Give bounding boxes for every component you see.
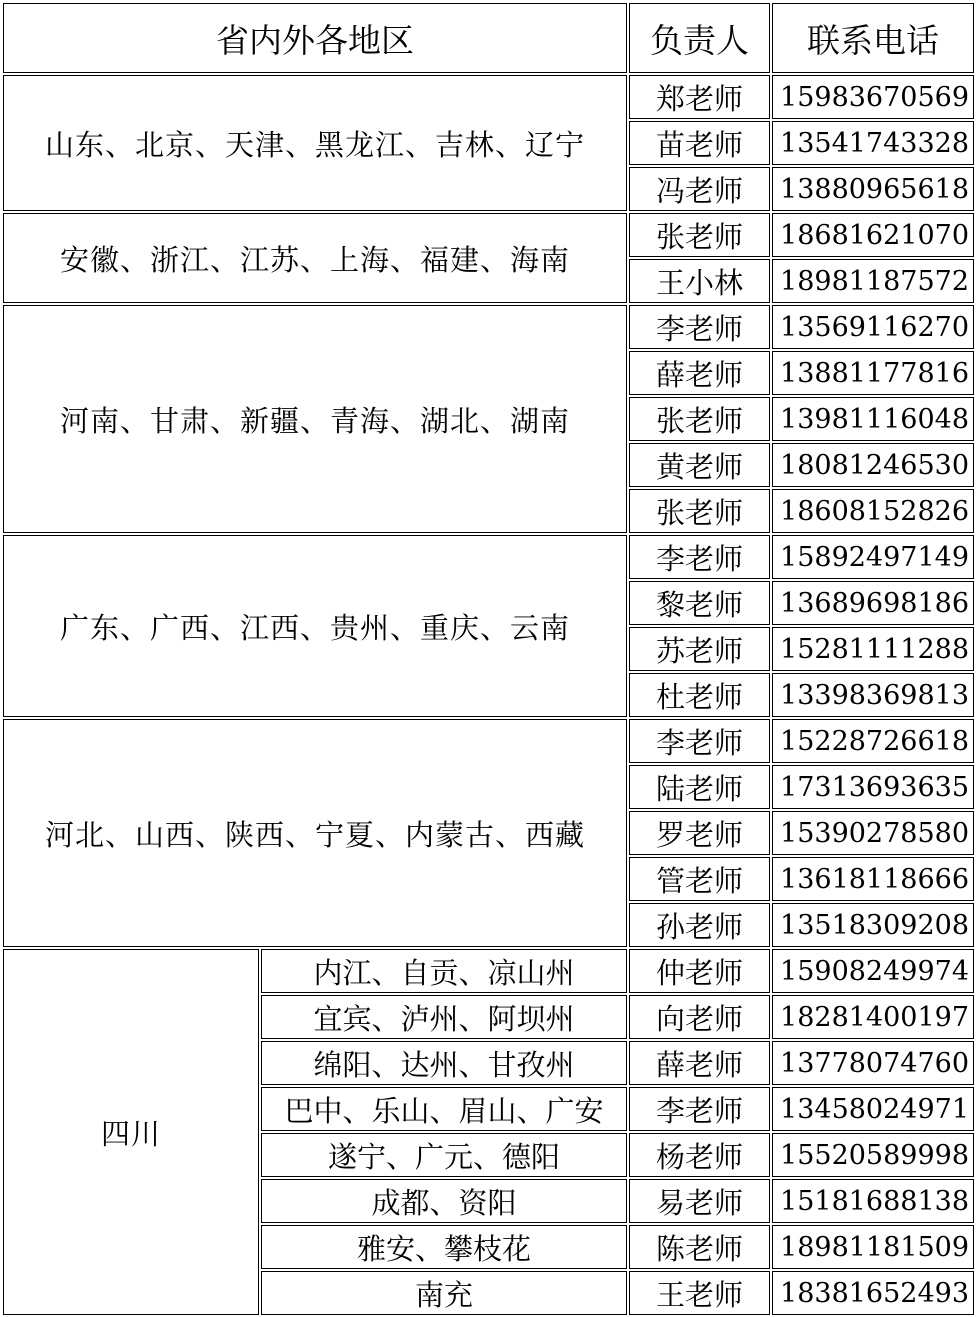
phone-cell: 13689698186 [772,581,974,625]
sub-area-cell: 内江、自贡、凉山州 [261,949,627,993]
person-cell: 冯老师 [629,167,770,211]
sub-area-cell: 雅安、攀枝花 [261,1225,627,1269]
person-cell: 郑老师 [629,75,770,119]
person-cell: 李老师 [629,305,770,349]
region-cell: 安徽、浙江、江苏、上海、福建、海南 [3,213,627,303]
person-cell: 张老师 [629,489,770,533]
phone-cell: 18281400197 [772,995,974,1039]
sichuan-region-cell: 四川 [3,949,259,1315]
sub-area-cell: 南充 [261,1271,627,1315]
person-cell: 孙老师 [629,903,770,947]
table-row [3,305,974,349]
phone-cell: 18608152826 [772,489,974,533]
person-cell: 李老师 [629,719,770,763]
sub-area-cell: 宜宾、泸州、阿坝州 [261,995,627,1039]
table-row [3,75,974,119]
person-cell: 黎老师 [629,581,770,625]
phone-cell: 13569116270 [772,305,974,349]
phone-cell: 13880965618 [772,167,974,211]
header-person: 负责人 [629,3,770,73]
header-region: 省内外各地区 [3,3,627,73]
phone-cell: 13618118666 [772,857,974,901]
region-cell: 河南、甘肃、新疆、青海、湖北、湖南 [3,305,627,533]
phone-cell: 17313693635 [772,765,974,809]
person-cell: 王小林 [629,259,770,303]
phone-cell: 18381652493 [772,1271,974,1315]
person-cell: 李老师 [629,1087,770,1131]
person-cell: 张老师 [629,213,770,257]
person-cell: 陆老师 [629,765,770,809]
person-cell: 杨老师 [629,1133,770,1177]
phone-cell: 15181688138 [772,1179,974,1223]
phone-cell: 13518309208 [772,903,974,947]
person-cell: 苗老师 [629,121,770,165]
phone-cell: 15520589998 [772,1133,974,1177]
person-cell: 管老师 [629,857,770,901]
header-row [3,3,974,73]
table-body [3,3,974,1315]
person-cell: 易老师 [629,1179,770,1223]
sub-area-cell: 巴中、乐山、眉山、广安 [261,1087,627,1131]
person-cell: 向老师 [629,995,770,1039]
person-cell: 杜老师 [629,673,770,717]
sub-area-cell: 成都、资阳 [261,1179,627,1223]
table-row [3,949,974,993]
contact-table [1,1,976,1317]
sub-area-cell: 绵阳、达州、甘孜州 [261,1041,627,1085]
phone-cell: 13398369813 [772,673,974,717]
phone-cell: 18981187572 [772,259,974,303]
table-row [3,719,974,763]
person-cell: 薛老师 [629,1041,770,1085]
phone-cell: 13458024971 [772,1087,974,1131]
phone-cell: 13541743328 [772,121,974,165]
sub-area-cell: 遂宁、广元、德阳 [261,1133,627,1177]
header-phone: 联系电话 [772,3,974,73]
phone-cell: 13981116048 [772,397,974,441]
phone-cell: 15908249974 [772,949,974,993]
person-cell: 仲老师 [629,949,770,993]
person-cell: 王老师 [629,1271,770,1315]
phone-cell: 15983670569 [772,75,974,119]
person-cell: 张老师 [629,397,770,441]
person-cell: 陈老师 [629,1225,770,1269]
phone-cell: 13881177816 [772,351,974,395]
region-cell: 广东、广西、江西、贵州、重庆、云南 [3,535,627,717]
phone-cell: 13778074760 [772,1041,974,1085]
person-cell: 薛老师 [629,351,770,395]
person-cell: 罗老师 [629,811,770,855]
phone-cell: 15390278580 [772,811,974,855]
person-cell: 苏老师 [629,627,770,671]
phone-cell: 15228726618 [772,719,974,763]
phone-cell: 18081246530 [772,443,974,487]
region-cell: 河北、山西、陕西、宁夏、内蒙古、西藏 [3,719,627,947]
table-row [3,535,974,579]
phone-cell: 15892497149 [772,535,974,579]
person-cell: 李老师 [629,535,770,579]
phone-cell: 15281111288 [772,627,974,671]
phone-cell: 18681621070 [772,213,974,257]
phone-cell: 18981181509 [772,1225,974,1269]
table-row [3,213,974,257]
person-cell: 黄老师 [629,443,770,487]
region-cell: 山东、北京、天津、黑龙江、吉林、辽宁 [3,75,627,211]
